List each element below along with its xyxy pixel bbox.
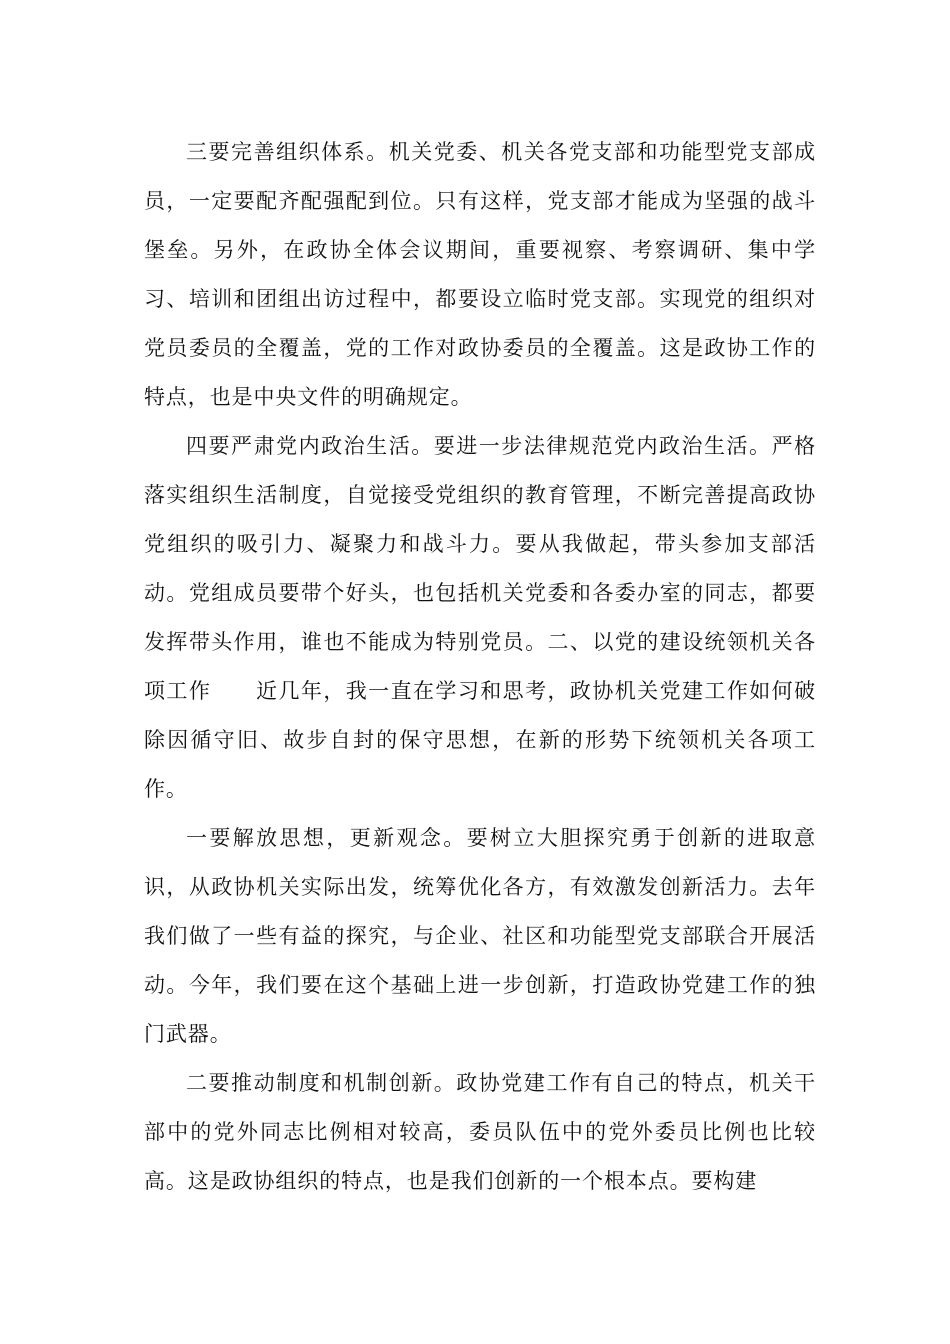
document-body [144,128,816,1206]
paragraph-organization-system: 三要完善组织体系。机关党委、机关各党支部和功能型党支部成员，一定要配齐配强配到位。只有这样，党支部才能成为坚强的战斗堡垒。另外，在政协全体会议期间，重要视察、考察调研、集中学习、培训和团组出访过程中，都要设立临时党支部。实现党的组织对党员委员的全覆盖，党的工作对政协委员的全覆盖。这是政协工作的特点，也是中央文件的明确规定。 [144,140,816,409]
paragraph-emancipate-mind: 一要解放思想，更新观念。要树立大胆探究勇于创新的进取意识，从政协机关实际出发，统筹优化各方，有效激发创新活力。去年我们做了一些有益的探究，与企业、社区和功能型党支部联合开展活动。今年，我们要在这个基础上进一步创新，打造政协党建工作的独门武器。 [144,826,816,1046]
paragraph-political-life: 四要严肃党内政治生活。要进一步法律规范党内政治生活。严格落实组织生活制度，自觉接受党组织的教育管理，不断完善提高政协党组织的吸引力、凝聚力和战斗力。要从我做起，带头参加支部活动。党组成员要带个好头，也包括机关党委和各委办室的同志，都要发挥带头作用，谁也不能成为特别党员。二、以党的建设统领机关各项工作 近几年，我一直在学习和思考，政协机关党建工作如何破除因循守旧、故步自封的保守思想，在新的形势下统领机关各项工作。 [144,434,816,801]
paragraph-system-innovation: 二要推动制度和机制创新。政协党建工作有自己的特点，机关干部中的党外同志比例相对较高，委员队伍中的党外委员比例也比较高。这是政协组织的特点，也是我们创新的一个根本点。要构建 [144,1071,816,1193]
